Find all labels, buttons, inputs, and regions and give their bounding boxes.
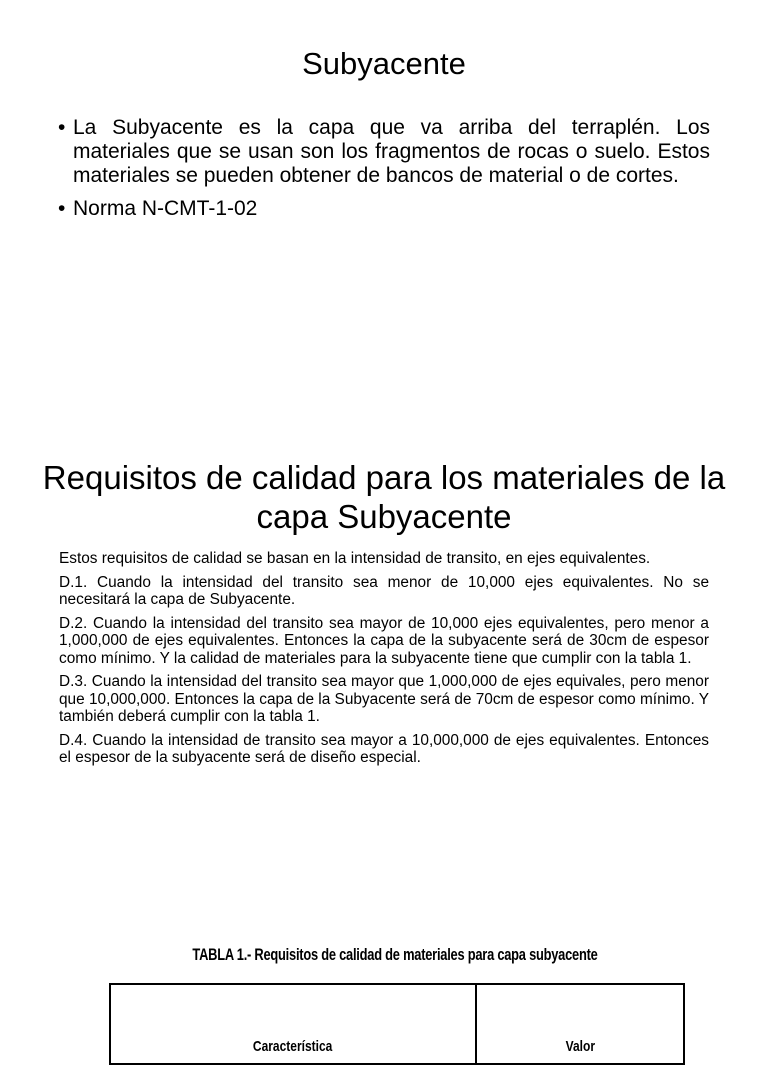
paragraph-d2: D.2. Cuando la intensidad del transito sea mayor de 10,000 ejes equivalentes, pero menor a 1,000,000 de ejes equivalentes. Entonces la capa de la subyacente será de 30cm de espesor como mínimo. Y la calidad de materiales para la subyacente tiene que cumplir con la tabla 1. — [59, 614, 709, 667]
paragraph-d3: D.3. Cuando la intensidad del transito sea mayor que 1,000,000 de ejes equivales, pero menor que 10,000,000. Entonces la capa de la Subyacente será de 70cm de espesor como mínimo. Y también deberá cumplir con la tabla 1. — [59, 673, 709, 725]
bullet-list — [58, 116, 710, 230]
paragraph-intro: Estos requisitos de calidad se basan en la intensidad de transito, en ejes equivalentes. — [59, 550, 651, 567]
paragraph-d4: D.4. Cuando la intensidad de transito sea mayor a 10,000,000 de ejes equivalentes. Entonces el espesor de la subyacente será de diseño especial. — [59, 731, 709, 766]
bullet-dot-icon: • — [58, 116, 66, 139]
section-title: Requisitos de calidad para los materiales de la capa Subyacente — [42, 459, 726, 535]
bullet-text: Norma N-CMT-1-02 — [73, 197, 258, 220]
header-caracteristica: Característica — [110, 984, 476, 1064]
bullet-item — [58, 116, 710, 188]
slide-title: Subyacente — [302, 46, 466, 81]
bullet-item — [58, 197, 710, 221]
bullet-text: La Subyacente es la capa que va arriba del terraplén. Los materiales que se usan son los fragmentos de rocas o suelo. Estos materiales se pueden obtener de bancos de material o de cortes. — [73, 116, 710, 187]
table-caption: TABLA 1.- Requisitos de calidad de materiales para capa subyacente — [192, 946, 598, 964]
paragraph-d1: D.1. Cuando la intensidad del transito sea menor de 10,000 ejes equivalentes. No se necesitará la capa de Subyacente. — [59, 573, 709, 608]
table-header-row — [110, 984, 684, 1064]
header-valor: Valor — [476, 984, 684, 1064]
bullet-dot-icon: • — [58, 197, 66, 220]
requirements-text — [59, 550, 709, 773]
quality-requirements-table — [109, 983, 685, 1065]
